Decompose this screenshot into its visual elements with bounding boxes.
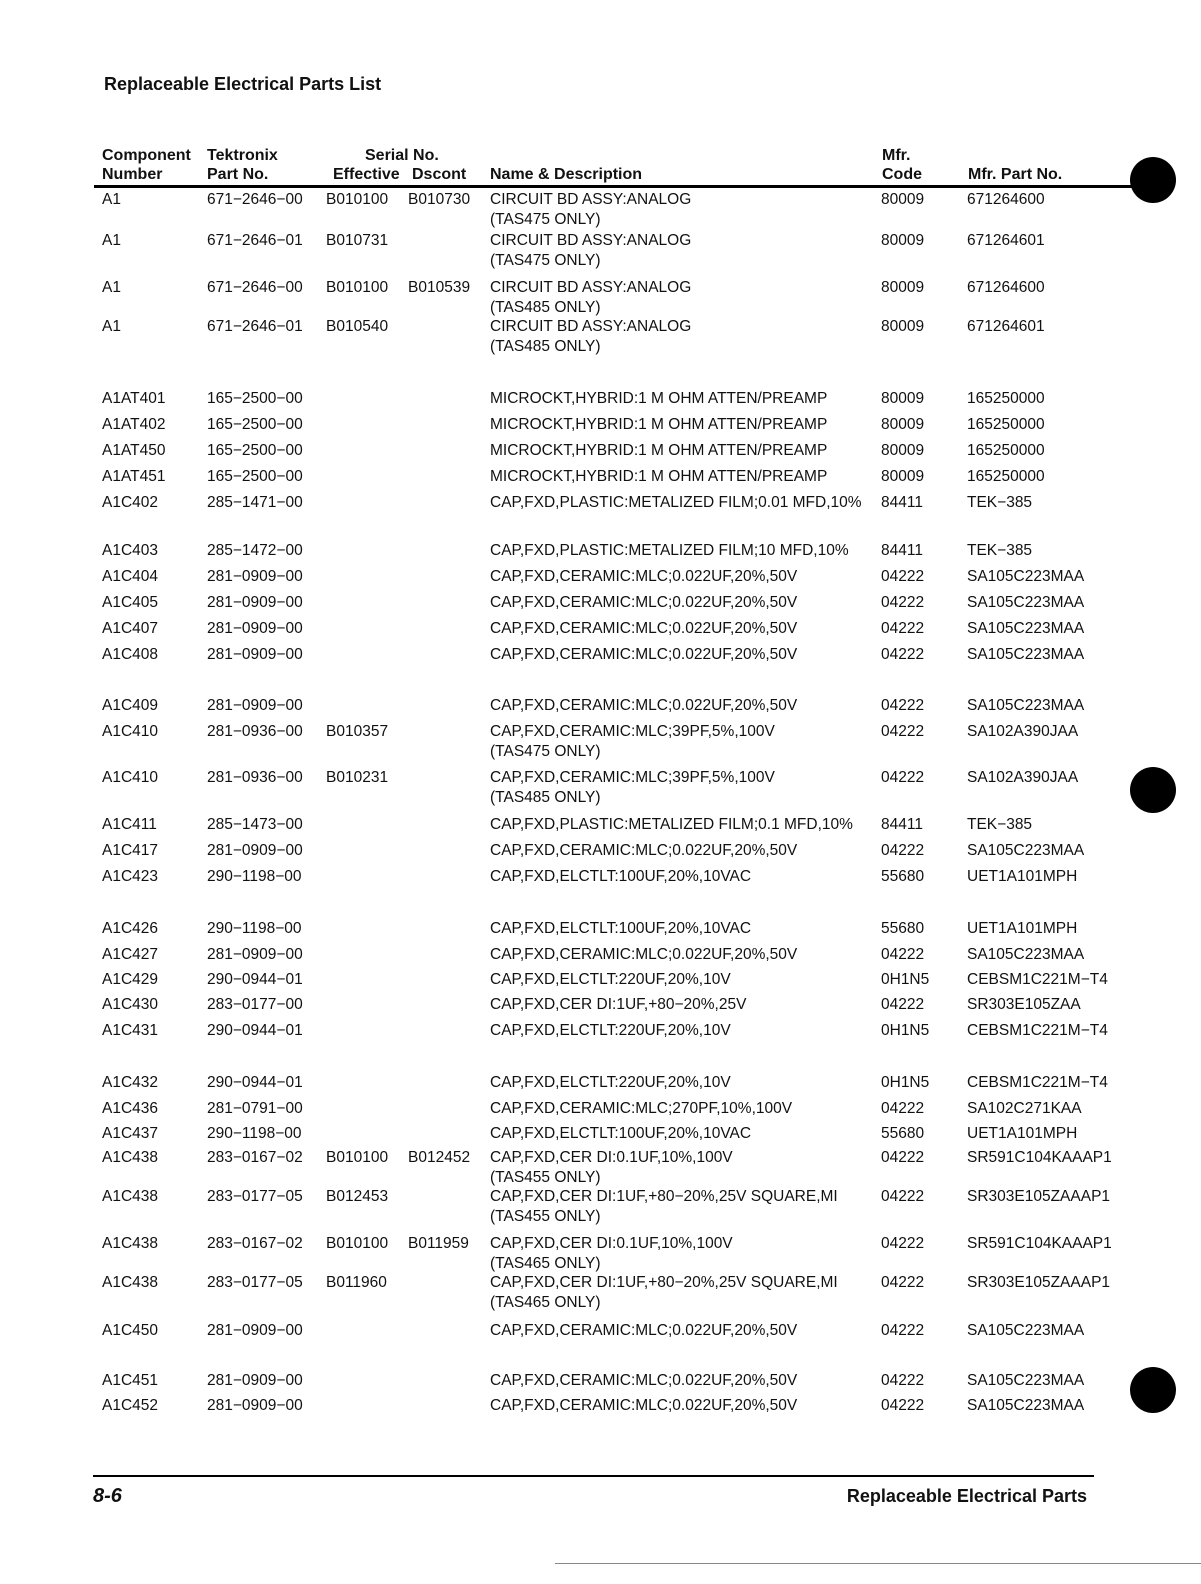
model-note: (TAS485 ONLY) <box>490 338 601 355</box>
name-description: CAP,FXD,PLASTIC:METALIZED FILM;0.1 MFD,10% <box>490 816 853 833</box>
tek-part-number: 281−0936−00 <box>207 723 303 740</box>
mfr-code: 80009 <box>881 468 925 485</box>
serial-effective: B010731 <box>326 232 389 249</box>
component-number: A1C438 <box>102 1274 159 1291</box>
mfr-part-number: SA105C223MAA <box>967 1322 1085 1339</box>
serial-effective: B010100 <box>326 279 389 296</box>
component-number: A1C427 <box>102 946 159 963</box>
serial-effective: B011960 <box>326 1274 387 1291</box>
tek-part-number: 671−2646−00 <box>207 191 303 208</box>
serial-effective: B010100 <box>326 1235 389 1252</box>
mfr-part-number: 165250000 <box>967 390 1045 407</box>
component-number: A1C436 <box>102 1100 159 1117</box>
mfr-code: 80009 <box>881 191 925 208</box>
tek-part-number: 290−1198−00 <box>207 920 302 937</box>
mfr-code: 04222 <box>881 996 925 1013</box>
name-description: CAP,FXD,CERAMIC:MLC;0.022UF,20%,50V <box>490 1322 798 1339</box>
component-number: A1C452 <box>102 1397 159 1414</box>
serial-dscont: B012452 <box>408 1149 471 1166</box>
tek-part-number: 671−2646−01 <box>207 318 303 335</box>
name-description: CAP,FXD,CERAMIC:MLC;270PF,10%,100V <box>490 1100 793 1117</box>
name-description: CAP,FXD,PLASTIC:METALIZED FILM;10 MFD,10% <box>490 542 849 559</box>
mfr-part-number: SR591C104KAAAP1 <box>967 1149 1112 1166</box>
mfr-part-number: 165250000 <box>967 416 1045 433</box>
component-number: A1C409 <box>102 697 159 714</box>
name-description: CAP,FXD,ELCTLT:220UF,20%,10V <box>490 971 731 988</box>
tek-part-number: 671−2646−01 <box>207 232 303 249</box>
component-number: A1C410 <box>102 723 159 740</box>
name-description: CAP,FXD,CERAMIC:MLC;39PF,5%,100V <box>490 723 775 740</box>
tek-part-number: 281−0909−00 <box>207 946 303 963</box>
mfr-part-number: SR303E105ZAAAP1 <box>967 1274 1111 1291</box>
mfr-code: 04222 <box>881 946 925 963</box>
tek-part-number: 165−2500−00 <box>207 416 303 433</box>
name-description: CAP,FXD,CERAMIC:MLC;0.022UF,20%,50V <box>490 568 798 585</box>
component-number: A1C429 <box>102 971 159 988</box>
mfr-code: 80009 <box>881 279 925 296</box>
mfr-code: 04222 <box>881 723 925 740</box>
mfr-code: 04222 <box>881 620 925 637</box>
mfr-part-number: 671264601 <box>967 318 1045 335</box>
mfr-part-number: SA105C223MAA <box>967 697 1085 714</box>
tek-part-number: 285−1472−00 <box>207 542 303 559</box>
mfr-code: 55680 <box>881 868 925 885</box>
name-description: CIRCUIT BD ASSY:ANALOG <box>490 232 692 249</box>
component-number: A1C411 <box>102 816 157 833</box>
model-note: (TAS475 ONLY) <box>490 252 601 269</box>
footer-section-title: Replaceable Electrical Parts <box>846 1486 1087 1506</box>
mfr-code: 04222 <box>881 1100 925 1117</box>
name-description: CAP,FXD,ELCTLT:220UF,20%,10V <box>490 1022 731 1039</box>
page-number: 8-6 <box>93 1485 122 1507</box>
mfr-code: 84411 <box>881 494 923 511</box>
name-description: CAP,FXD,ELCTLT:220UF,20%,10V <box>490 1074 731 1091</box>
component-number: A1C403 <box>102 542 159 559</box>
model-note: (TAS485 ONLY) <box>490 789 601 806</box>
mfr-code: 04222 <box>881 568 925 585</box>
component-number: A1C417 <box>102 842 159 859</box>
component-number: A1AT451 <box>102 468 166 485</box>
name-description: CAP,FXD,CERAMIC:MLC;0.022UF,20%,50V <box>490 697 798 714</box>
mfr-code: 04222 <box>881 697 925 714</box>
name-description: CAP,FXD,CERAMIC:MLC;39PF,5%,100V <box>490 769 775 786</box>
mfr-code: 55680 <box>881 1125 925 1142</box>
mfr-code: 0H1N5 <box>881 1074 930 1091</box>
mfr-part-number: SA105C223MAA <box>967 568 1085 585</box>
mfr-part-number: UET1A101MPH <box>967 868 1078 885</box>
mfr-code: 84411 <box>881 542 923 559</box>
serial-effective: B010540 <box>326 318 389 335</box>
mfr-part-number: UET1A101MPH <box>967 920 1078 937</box>
component-number: A1C426 <box>102 920 159 937</box>
mfr-code: 80009 <box>881 232 925 249</box>
component-number: A1C407 <box>102 620 159 637</box>
component-number: A1C438 <box>102 1235 159 1252</box>
name-description: MICROCKT,HYBRID:1 M OHM ATTEN/PREAMP <box>490 416 828 433</box>
mfr-part-number: CEBSM1C221M−T4 <box>967 1074 1108 1091</box>
mfr-part-number: UET1A101MPH <box>967 1125 1078 1142</box>
mfr-part-number: SR303E105ZAA <box>967 996 1081 1013</box>
component-number: A1C402 <box>102 494 159 511</box>
component-number: A1C451 <box>102 1372 159 1389</box>
name-description: MICROCKT,HYBRID:1 M OHM ATTEN/PREAMP <box>490 390 828 407</box>
mfr-code: 04222 <box>881 594 925 611</box>
serial-effective: B010357 <box>326 723 389 740</box>
name-description: CAP,FXD,CER DI:1UF,+80−20%,25V SQUARE,MI <box>490 1274 838 1291</box>
tek-part-number: 290−1198−00 <box>207 868 302 885</box>
name-description: CAP,FXD,ELCTLT:100UF,20%,10VAC <box>490 1125 752 1142</box>
tek-part-number: 283−0177−05 <box>207 1188 303 1205</box>
component-number: A1C430 <box>102 996 159 1013</box>
component-number: A1C437 <box>102 1125 159 1142</box>
mfr-part-number: 165250000 <box>967 468 1045 485</box>
name-description: CAP,FXD,CER DI:0.1UF,10%,100V <box>490 1149 733 1166</box>
tek-part-number: 281−0909−00 <box>207 842 303 859</box>
tek-part-number: 283−0177−00 <box>207 996 303 1013</box>
mfr-part-number: SA105C223MAA <box>967 620 1085 637</box>
tek-part-number: 165−2500−00 <box>207 442 303 459</box>
mfr-part-number: SA105C223MAA <box>967 594 1085 611</box>
header-serial-dscont: Dscont <box>412 166 467 183</box>
model-note: (TAS455 ONLY) <box>490 1208 601 1225</box>
mfr-code: 80009 <box>881 442 925 459</box>
tek-part-number: 281−0909−00 <box>207 620 303 637</box>
tek-part-number: 283−0167−02 <box>207 1149 303 1166</box>
mfr-part-number: 671264600 <box>967 279 1045 296</box>
mfr-part-number: SA105C223MAA <box>967 646 1085 663</box>
mfr-part-number: SA105C223MAA <box>967 842 1085 859</box>
header-component: Component Number <box>102 147 191 183</box>
mfr-code: 04222 <box>881 646 925 663</box>
mfr-code: 04222 <box>881 1235 925 1252</box>
name-description: CAP,FXD,CERAMIC:MLC;0.022UF,20%,50V <box>490 594 798 611</box>
model-note: (TAS475 ONLY) <box>490 211 601 228</box>
component-number: A1C450 <box>102 1322 159 1339</box>
mfr-code: 84411 <box>881 816 923 833</box>
mfr-part-number: 671264601 <box>967 232 1045 249</box>
mfr-code: 04222 <box>881 1322 925 1339</box>
mfr-part-number: 165250000 <box>967 442 1045 459</box>
name-description: MICROCKT,HYBRID:1 M OHM ATTEN/PREAMP <box>490 468 828 485</box>
model-note: (TAS475 ONLY) <box>490 743 601 760</box>
mfr-part-number: SA105C223MAA <box>967 1397 1085 1414</box>
component-number: A1C410 <box>102 769 159 786</box>
mfr-part-number: TEK−385 <box>967 816 1033 833</box>
component-number: A1C423 <box>102 868 159 885</box>
component-number: A1AT402 <box>102 416 166 433</box>
name-description: CIRCUIT BD ASSY:ANALOG <box>490 191 692 208</box>
mfr-part-number: 671264600 <box>967 191 1045 208</box>
mfr-part-number: SA102C271KAA <box>967 1100 1082 1117</box>
header-mfr-part: Mfr. Part No. <box>968 166 1063 183</box>
component-number: A1C438 <box>102 1149 159 1166</box>
component-number: A1 <box>102 318 121 335</box>
component-number: A1C438 <box>102 1188 159 1205</box>
component-number: A1C405 <box>102 594 159 611</box>
name-description: CAP,FXD,CERAMIC:MLC;0.022UF,20%,50V <box>490 1397 798 1414</box>
serial-dscont: B010730 <box>408 191 471 208</box>
mfr-part-number: CEBSM1C221M−T4 <box>967 1022 1108 1039</box>
bottom-edge-line <box>555 1563 1201 1564</box>
serial-effective: B010100 <box>326 1149 389 1166</box>
binder-hole-mark <box>1130 1367 1176 1413</box>
name-description: CAP,FXD,ELCTLT:100UF,20%,10VAC <box>490 920 752 937</box>
tek-part-number: 285−1473−00 <box>207 816 303 833</box>
serial-dscont: B010539 <box>408 279 471 296</box>
model-note: (TAS485 ONLY) <box>490 299 601 316</box>
mfr-part-number: SA105C223MAA <box>967 946 1085 963</box>
model-note: (TAS465 ONLY) <box>490 1294 601 1311</box>
mfr-part-number: SR303E105ZAAAP1 <box>967 1188 1111 1205</box>
component-number: A1C404 <box>102 568 159 585</box>
tek-part-number: 281−0909−00 <box>207 568 303 585</box>
name-description: CAP,FXD,CERAMIC:MLC;0.022UF,20%,50V <box>490 946 798 963</box>
mfr-code: 04222 <box>881 1274 925 1291</box>
component-number: A1AT450 <box>102 442 166 459</box>
component-number: A1C408 <box>102 646 159 663</box>
mfr-code: 04222 <box>881 1372 925 1389</box>
header-name-description: Name & Description <box>490 166 643 183</box>
mfr-code: 04222 <box>881 1188 925 1205</box>
footer-rule <box>93 1475 1094 1477</box>
tek-part-number: 281−0909−00 <box>207 646 303 663</box>
tek-part-number: 165−2500−00 <box>207 468 303 485</box>
serial-effective: B010231 <box>326 769 389 786</box>
tek-part-number: 281−0909−00 <box>207 1322 303 1339</box>
binder-hole-mark <box>1130 767 1176 813</box>
tek-part-number: 290−0944−01 <box>207 1074 303 1091</box>
model-note: (TAS455 ONLY) <box>490 1169 601 1186</box>
mfr-part-number: TEK−385 <box>967 494 1033 511</box>
tek-part-number: 290−0944−01 <box>207 1022 303 1039</box>
mfr-part-number: SA102A390JAA <box>967 723 1079 740</box>
header-mfr-code: Mfr. Code <box>882 147 922 183</box>
model-note: (TAS465 ONLY) <box>490 1255 601 1272</box>
mfr-code: 04222 <box>881 769 925 786</box>
tek-part-number: 290−0944−01 <box>207 971 303 988</box>
mfr-part-number: SR591C104KAAAP1 <box>967 1235 1112 1252</box>
component-number: A1AT401 <box>102 390 166 407</box>
name-description: CIRCUIT BD ASSY:ANALOG <box>490 318 692 335</box>
tek-part-number: 281−0909−00 <box>207 1397 303 1414</box>
tek-part-number: 290−1198−00 <box>207 1125 302 1142</box>
tek-part-number: 283−0177−05 <box>207 1274 303 1291</box>
name-description: CAP,FXD,CERAMIC:MLC;0.022UF,20%,50V <box>490 842 798 859</box>
name-description: CAP,FXD,PLASTIC:METALIZED FILM;0.01 MFD,10% <box>490 494 862 511</box>
header-serial: Serial No. <box>365 147 439 164</box>
component-number: A1 <box>102 232 121 249</box>
name-description: CAP,FXD,CERAMIC:MLC;0.022UF,20%,50V <box>490 646 798 663</box>
header-tek-part: Tektronix Part No. <box>207 147 278 183</box>
name-description: CAP,FXD,CER DI:0.1UF,10%,100V <box>490 1235 733 1252</box>
serial-dscont: B011959 <box>408 1235 469 1252</box>
mfr-code: 04222 <box>881 842 925 859</box>
mfr-part-number: CEBSM1C221M−T4 <box>967 971 1108 988</box>
binder-hole-mark <box>1130 157 1176 203</box>
mfr-part-number: SA105C223MAA <box>967 1372 1085 1389</box>
mfr-code: 04222 <box>881 1149 925 1166</box>
tek-part-number: 671−2646−00 <box>207 279 303 296</box>
name-description: CAP,FXD,CER DI:1UF,+80−20%,25V <box>490 996 747 1013</box>
name-description: CAP,FXD,CER DI:1UF,+80−20%,25V SQUARE,MI <box>490 1188 838 1205</box>
header-rule <box>94 185 1148 188</box>
tek-part-number: 281−0936−00 <box>207 769 303 786</box>
tek-part-number: 285−1471−00 <box>207 494 303 511</box>
tek-part-number: 281−0909−00 <box>207 1372 303 1389</box>
mfr-code: 0H1N5 <box>881 1022 930 1039</box>
name-description: CIRCUIT BD ASSY:ANALOG <box>490 279 692 296</box>
mfr-code: 80009 <box>881 416 925 433</box>
tek-part-number: 283−0167−02 <box>207 1235 303 1252</box>
mfr-part-number: SA102A390JAA <box>967 769 1079 786</box>
name-description: CAP,FXD,CERAMIC:MLC;0.022UF,20%,50V <box>490 1372 798 1389</box>
name-description: CAP,FXD,ELCTLT:100UF,20%,10VAC <box>490 868 752 885</box>
header-serial-effective: Effective <box>333 166 400 183</box>
component-number: A1C431 <box>102 1022 159 1039</box>
component-number: A1 <box>102 191 121 208</box>
page-title: Replaceable Electrical Parts List <box>104 74 382 94</box>
tek-part-number: 281−0791−00 <box>207 1100 303 1117</box>
name-description: MICROCKT,HYBRID:1 M OHM ATTEN/PREAMP <box>490 442 828 459</box>
component-number: A1C432 <box>102 1074 159 1091</box>
tek-part-number: 165−2500−00 <box>207 390 303 407</box>
serial-effective: B012453 <box>326 1188 389 1205</box>
mfr-code: 80009 <box>881 390 925 407</box>
mfr-code: 04222 <box>881 1397 925 1414</box>
tek-part-number: 281−0909−00 <box>207 697 303 714</box>
mfr-code: 55680 <box>881 920 925 937</box>
mfr-part-number: TEK−385 <box>967 542 1033 559</box>
mfr-code: 0H1N5 <box>881 971 930 988</box>
tek-part-number: 281−0909−00 <box>207 594 303 611</box>
serial-effective: B010100 <box>326 191 389 208</box>
mfr-code: 80009 <box>881 318 925 335</box>
component-number: A1 <box>102 279 121 296</box>
name-description: CAP,FXD,CERAMIC:MLC;0.022UF,20%,50V <box>490 620 798 637</box>
